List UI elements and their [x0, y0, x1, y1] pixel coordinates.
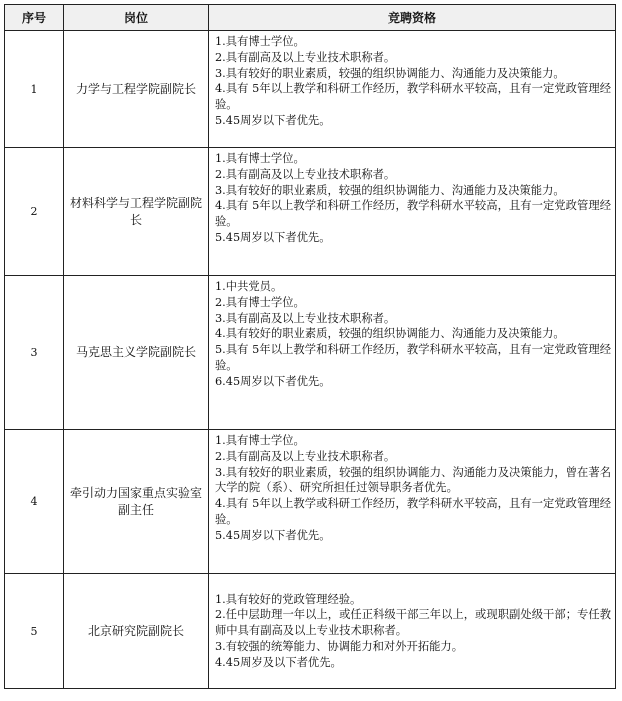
requirement-item: 1.具有较好的党政管理经验。 — [215, 592, 362, 606]
requirement-item: 5.45周岁以下者优先。 — [215, 230, 331, 244]
requirement-item: 1.具有博士学位。 — [215, 35, 305, 48]
row-requirements — [209, 574, 616, 689]
table-row — [5, 574, 616, 689]
requirement-item: 1.具有博士学位。 — [215, 434, 305, 447]
table-row — [5, 276, 616, 430]
table-row — [5, 430, 616, 574]
requirement-item: 3.具有较好的职业素质，较强的组织协调能力、沟通能力及决策能力，曾在著名大学的院（系）、研究所担任过领导职务者优先。 — [215, 465, 611, 495]
requirement-item: 4.具有 5年以上教学或科研工作经历，教学科研水平较高，且有一定党政管理经验。 — [215, 497, 611, 526]
row-requirements — [209, 148, 616, 276]
row-position: 牵引动力国家重点实验室副主任 — [64, 430, 209, 574]
requirement-item: 5.45周岁以下者优先。 — [215, 113, 331, 127]
table-row — [5, 148, 616, 276]
row-requirements — [209, 276, 616, 430]
header-row — [5, 5, 616, 31]
requirement-item: 4.具有 5年以上教学和科研工作经历，教学科研水平较高，且有一定党政管理经验。 — [215, 82, 611, 112]
requirement-item: 4.45周岁及以下者优先。 — [215, 655, 342, 669]
row-index: 5 — [5, 574, 64, 689]
requirement-item: 2.具有副高及以上专业技术职称者。 — [215, 167, 396, 181]
requirement-item: 1.具有博士学位。 — [215, 152, 305, 165]
requirement-item: 4.具有较好的职业素质，较强的组织协调能力、沟通能力及决策能力。 — [215, 327, 565, 341]
requirement-item: 2.具有副高及以上专业技术职称者。 — [215, 449, 396, 463]
requirement-item: 3.具有副高及以上专业技术职称者。 — [215, 311, 396, 325]
row-requirements — [209, 31, 616, 148]
row-index: 3 — [5, 276, 64, 430]
recruitment-table — [4, 4, 616, 689]
header-qualifications: 竞聘资格 — [209, 5, 616, 31]
row-position: 材料科学与工程学院副院长 — [64, 148, 209, 276]
requirement-item: 3.具有较好的职业素质，较强的组织协调能力、沟通能力及决策能力。 — [215, 66, 565, 80]
requirement-item: 6.45周岁以下者优先。 — [215, 374, 331, 388]
requirement-item: 2.任中层助理一年以上，或任正科级干部三年以上，或现职副处级干部；专任教师中具有副高及以上专业技术职称者。 — [215, 608, 611, 638]
table-row — [5, 31, 616, 148]
row-requirements — [209, 430, 616, 574]
row-index: 1 — [5, 31, 64, 148]
row-position: 北京研究院副院长 — [64, 574, 209, 689]
row-position: 力学与工程学院副院长 — [64, 31, 209, 148]
row-position: 马克思主义学院副院长 — [64, 276, 209, 430]
header-position: 岗位 — [64, 5, 209, 31]
row-index: 4 — [5, 430, 64, 574]
requirement-item: 5.45周岁以下者优先。 — [215, 528, 331, 542]
requirement-item: 4.具有 5年以上教学和科研工作经历，教学科研水平较高，且有一定党政管理经验。 — [215, 199, 611, 229]
row-index: 2 — [5, 148, 64, 276]
requirement-item: 2.具有博士学位。 — [215, 295, 305, 309]
requirement-item: 3.具有较好的职业素质，较强的组织协调能力、沟通能力及决策能力。 — [215, 183, 565, 197]
requirement-item: 1.中共党员。 — [215, 280, 283, 293]
requirement-item: 3.有较强的统筹能力、协调能力和对外开拓能力。 — [215, 639, 464, 653]
requirement-item: 5.具有 5年以上教学和科研工作经历，教学科研水平较高，且有一定党政管理经验。 — [215, 343, 611, 372]
header-index: 序号 — [5, 5, 64, 31]
requirement-item: 2.具有副高及以上专业技术职称者。 — [215, 50, 396, 64]
